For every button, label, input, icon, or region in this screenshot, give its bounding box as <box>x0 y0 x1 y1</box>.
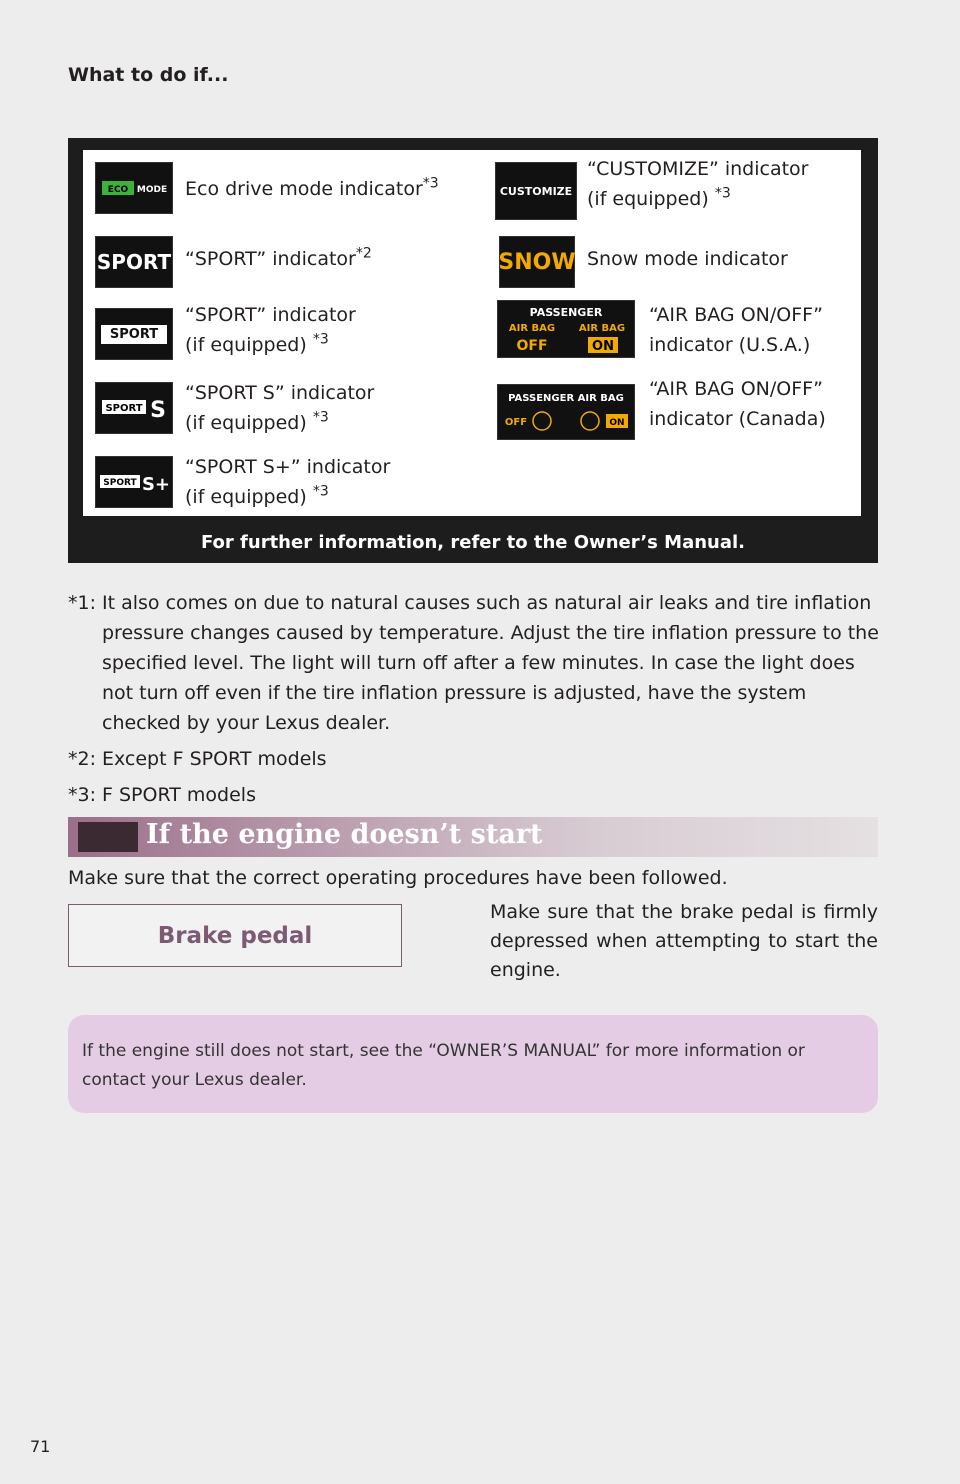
brake-pedal-label-box <box>68 904 402 967</box>
snow-label: Snow mode indicator <box>587 248 788 270</box>
page-number: 71 <box>30 1437 51 1456</box>
brake-pedal-text: Make sure that the brake pedal is firmly depressed when attempting to start the engine. <box>490 901 878 981</box>
airbag-usa-label: “AIR BAG ON/OFF” indicator (U.S.A.) <box>649 304 823 356</box>
sport-outline-icon: SPORT <box>95 308 173 360</box>
airbag-canada-label: “AIR BAG ON/OFF” indicator (Canada) <box>649 378 826 430</box>
svg-text:ECO: ECO <box>107 185 129 195</box>
footnote: *3: F SPORT models <box>68 784 256 806</box>
brake-pedal-label: Brake pedal <box>157 922 313 949</box>
svg-text:OFF: OFF <box>516 338 548 354</box>
eco-mode-label: Eco drive mode indicator$^{*3}$ <box>185 175 439 200</box>
svg-text:MODE: MODE <box>136 185 168 195</box>
svg-text:SPORT: SPORT <box>103 478 137 488</box>
svg-text:AIR BAG: AIR BAG <box>578 323 626 334</box>
sport-s-icon <box>95 382 173 434</box>
info-note-box <box>68 1015 878 1113</box>
section-header <box>68 817 878 857</box>
svg-text:S+: S+ <box>141 474 171 495</box>
snow-icon: SNOW <box>499 236 575 288</box>
section-title: If the engine doesn’t start <box>146 819 543 850</box>
sport-label: “SPORT” indicator$^{*2}$ <box>185 245 372 270</box>
svg-text:ON: ON <box>592 339 614 354</box>
svg-text:SPORT: SPORT <box>105 403 143 414</box>
intro-text: Make sure that the correct operating procedures have been followed. <box>68 867 728 889</box>
indicator-grid <box>83 150 861 516</box>
footnote: *2: Except F SPORT models <box>68 748 327 770</box>
info-note-text: If the engine still does not start, see the “OWNER’S MANUAL” for more information or contact your Lexus dealer. <box>82 1041 805 1090</box>
svg-text:PASSENGER: PASSENGER <box>529 306 603 319</box>
sport-s-label: “SPORT S” indicator (if equipped) $^{*3}$ <box>185 382 375 434</box>
svg-text:OFF: OFF <box>504 417 528 428</box>
panel-footer: For further information, refer to the Owner’s Manual. <box>200 532 746 553</box>
footnotes <box>68 588 880 816</box>
sport-icon: SPORT <box>95 236 173 288</box>
airbag-usa-icon <box>497 300 635 358</box>
page-header: What to do if... <box>68 64 229 86</box>
eco-mode-icon <box>95 162 173 214</box>
svg-text:S: S <box>150 398 166 423</box>
sport-s-plus-label: “SPORT S+” indicator (if equipped) $^{*3}$ <box>185 456 391 508</box>
airbag-canada-icon <box>497 384 635 440</box>
customize-label: “CUSTOMIZE” indicator (if equipped) $^{*3}$ <box>587 158 809 210</box>
svg-text:AIR BAG: AIR BAG <box>508 323 556 334</box>
svg-text:ON: ON <box>609 418 625 428</box>
svg-text:PASSENGER AIR BAG: PASSENGER AIR BAG <box>508 393 624 404</box>
customize-icon: CUSTOMIZE <box>495 162 577 220</box>
section-chip <box>78 822 138 852</box>
indicator-panel <box>68 138 878 563</box>
footnote: *1: It also comes on due to natural causes such as natural air leaks and tire inflation pressure changes caused by temperature. Adjust the tire inflation pressure to the specified level. The light will turn off after a few minutes. In case the light does not turn off even if the tire inflation pressure is adjusted, have the system checked by your Lexus dealer. <box>68 592 879 734</box>
sport-equipped-label: “SPORT” indicator (if equipped) $^{*3}$ <box>185 304 356 356</box>
sport-s-plus-icon <box>95 456 173 508</box>
